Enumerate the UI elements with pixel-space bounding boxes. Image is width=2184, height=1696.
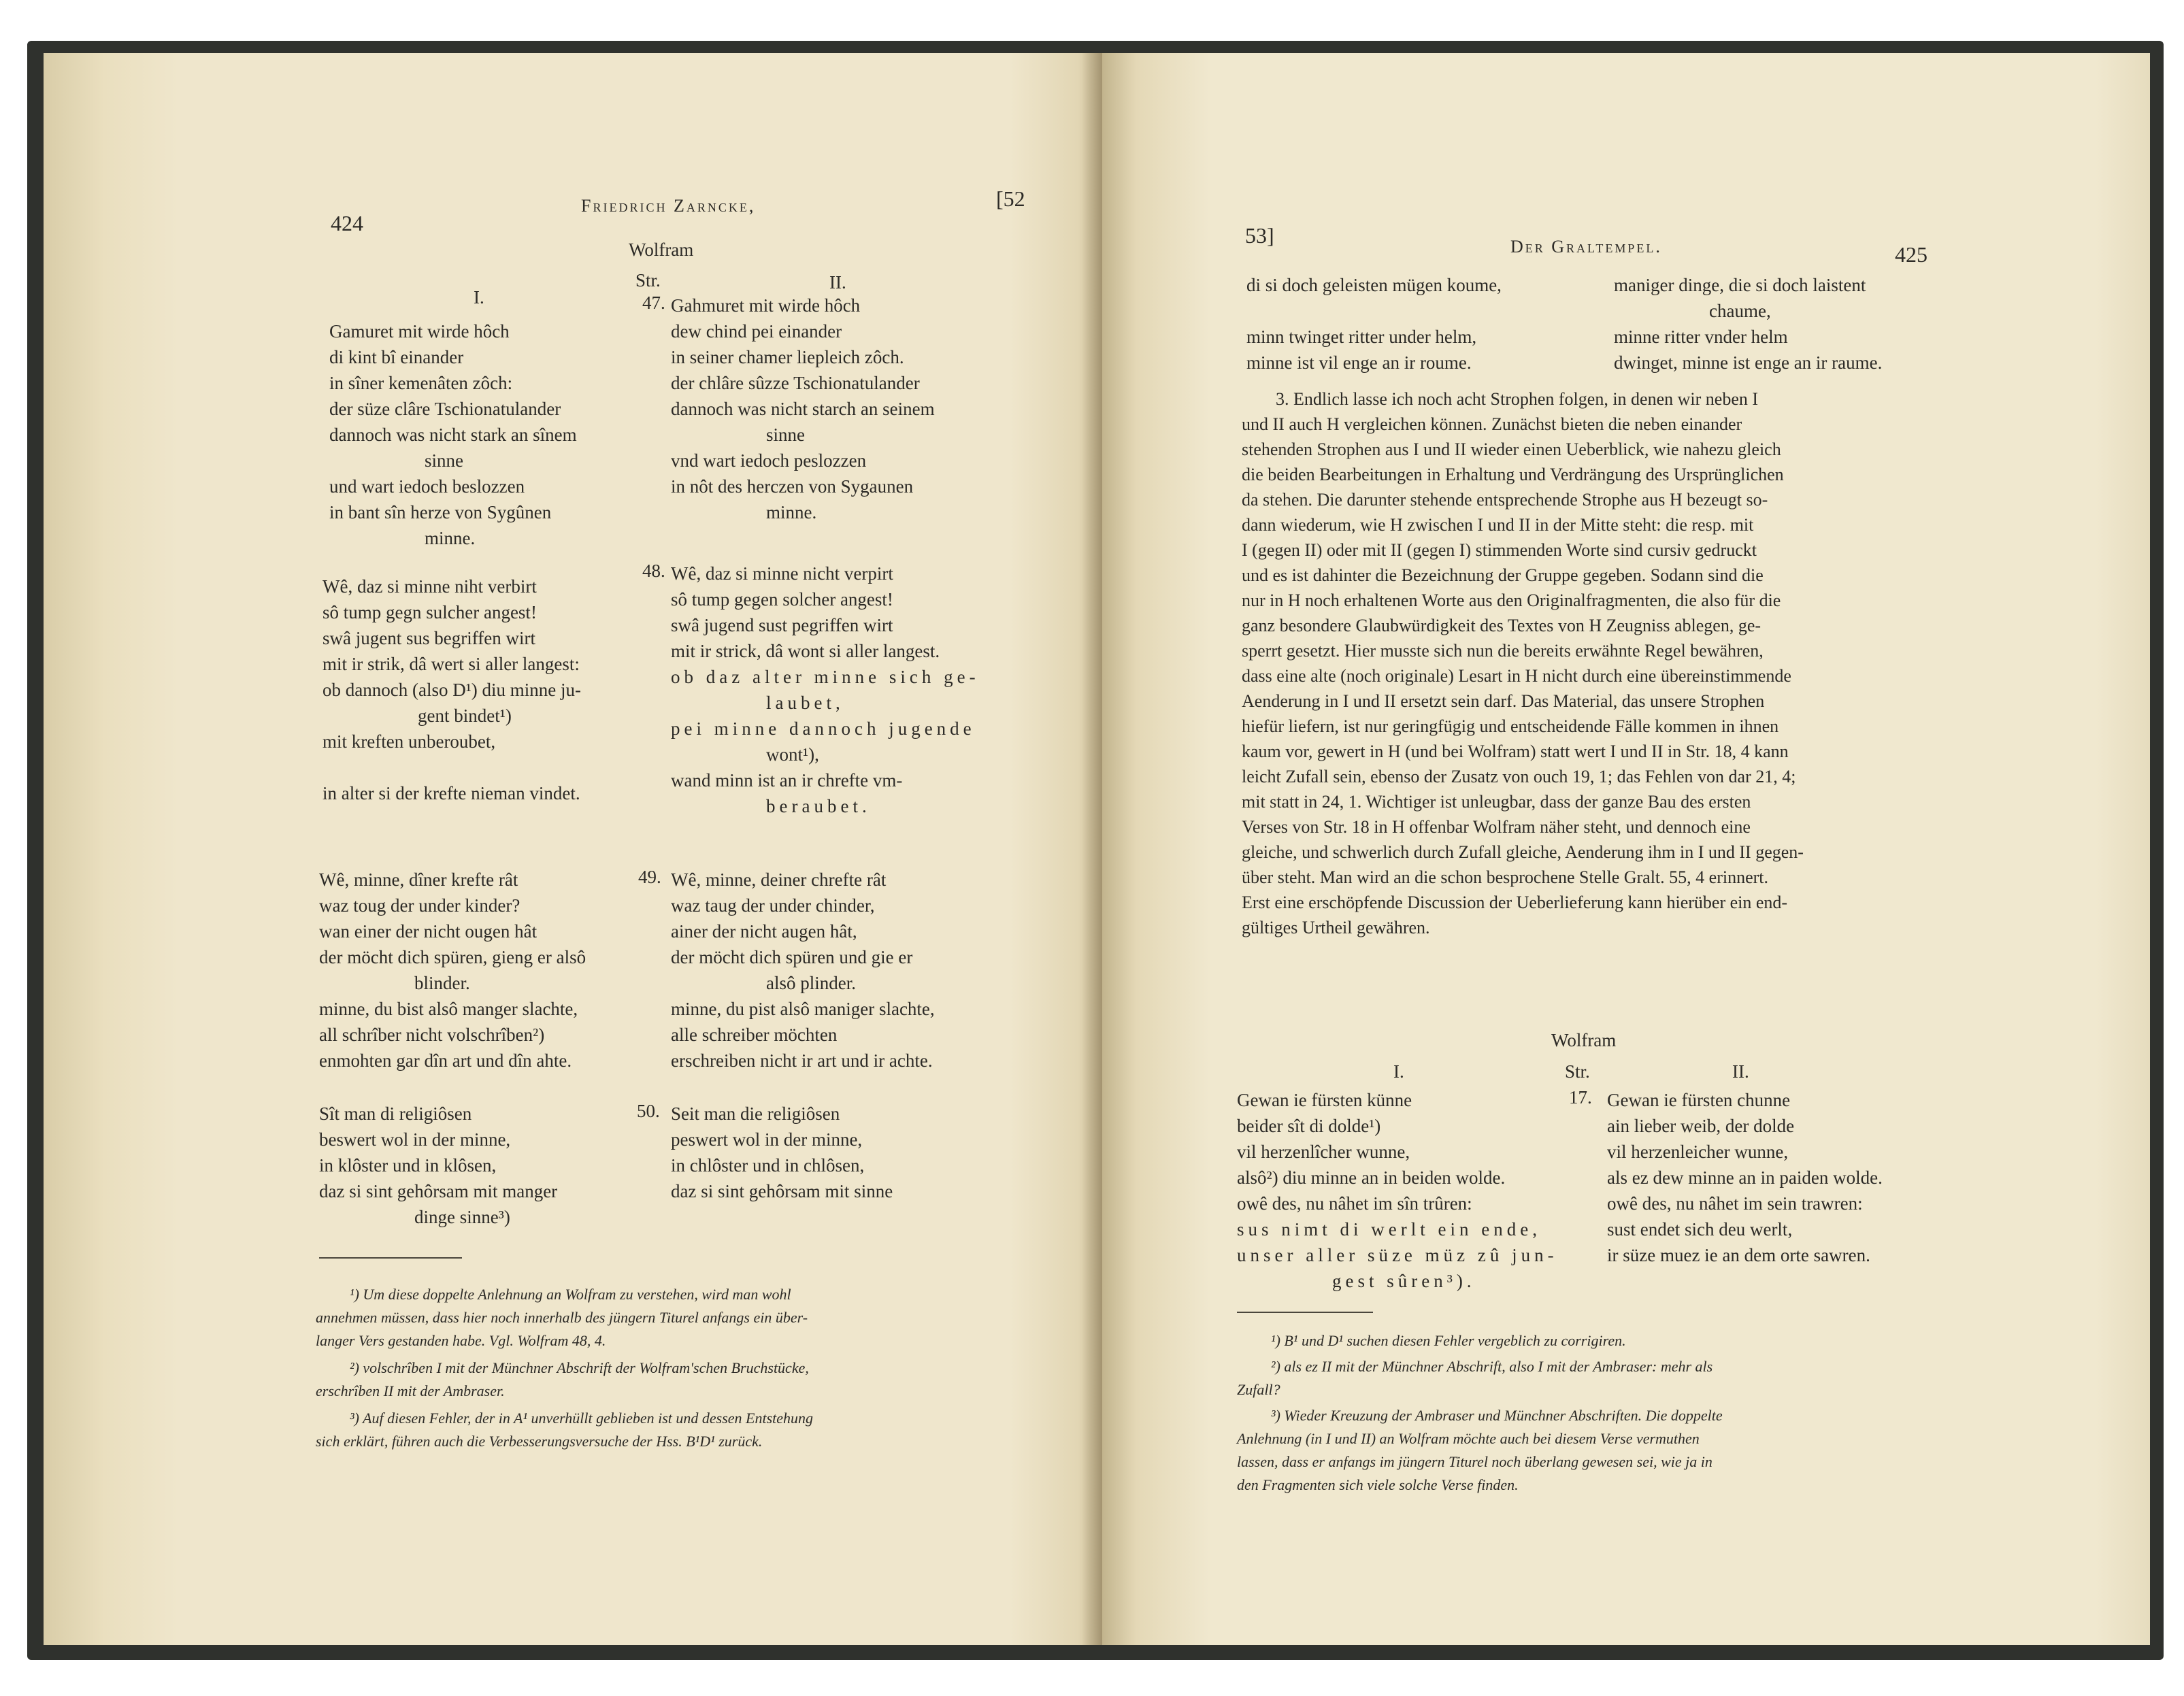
text-line: über steht. Man wird an die schon besprochene Stelle Gralt. 55, 4 erinnert. xyxy=(1242,867,1768,887)
verse-line: dew chind pei einander xyxy=(671,321,842,342)
verse-line: vnd wart iedoch peslozzen xyxy=(671,450,867,471)
verse-line: ob daz alter minne sich ge- xyxy=(671,667,980,687)
col-i-label: I. xyxy=(1393,1061,1404,1082)
verse-line: laubet, xyxy=(766,693,844,713)
stanza-48-ii xyxy=(671,561,980,819)
footnote-line: erschrîben II mit der Ambraser. xyxy=(316,1382,505,1399)
col-ii-label: II. xyxy=(1732,1061,1749,1082)
verse-line: sô tump gegn sulcher angest! xyxy=(322,602,537,622)
footnote-line: ¹) Um diese doppelte Anlehnung an Wolfram zu verstehen, wird man wohl xyxy=(350,1286,791,1303)
stanza-49-i xyxy=(319,867,586,1074)
verse-line: als ez dew minne an in paiden wolde. xyxy=(1607,1167,1883,1188)
verse-line: beswert wol in der minne, xyxy=(319,1129,511,1150)
verse-line: di kint bî einander xyxy=(329,347,464,367)
stanza-17-i xyxy=(1237,1087,1558,1294)
page-number: 425 xyxy=(1895,242,1927,267)
verse-line: gest sûren³). xyxy=(1332,1271,1476,1291)
verse-line: ob dannoch (also D¹) diu minne ju- xyxy=(322,680,582,700)
stanza-48-i xyxy=(322,573,581,806)
text-line: nur in H noch erhaltenen Worte aus den Originalfragmenten, die also für die xyxy=(1242,591,1781,610)
verse-line: gent bindet¹) xyxy=(418,705,512,726)
text-line: ganz besondere Glaubwürdigkeit des Textes von H Zeugniss ablegen, ge- xyxy=(1242,616,1761,635)
footnote-line: ²) volschrîben I mit der Münchner Abschrift der Wolfram'schen Bruchstücke, xyxy=(350,1359,809,1376)
stanza-continuation-i xyxy=(1246,272,1502,376)
verse-line: sus nimt di werlt ein ende, xyxy=(1237,1219,1541,1240)
text-line: dass eine alte (noch originale) Lesart in H nicht durch eine übereinstimmende xyxy=(1242,666,1791,686)
verse-line: in sîner kemenâten zôch: xyxy=(329,373,513,393)
verse-line: all schrîber nicht volschrîben²) xyxy=(319,1025,545,1045)
text-line: gültiges Urtheil gewähren. xyxy=(1242,918,1430,937)
verse-line: wont¹), xyxy=(766,744,819,765)
verse-line: Seit man die religiôsen xyxy=(671,1103,840,1124)
text-line: sperrt gesetzt. Hier musste sich nun die bereits erwähnte Regel bewähren, xyxy=(1242,641,1764,661)
stanza-number: 47. xyxy=(642,293,665,313)
text-line: I (gegen II) oder mit II (gegen I) stimmenden Worte sind cursiv gedruckt xyxy=(1242,540,1757,560)
text-line: die beiden Bearbeitungen in Erhaltung und Verdrängung des Ursprünglichen xyxy=(1242,465,1784,484)
verse-line: alsô²) diu minne an in beiden wolde. xyxy=(1237,1167,1506,1188)
verse-line: Wê, daz si minne nicht verpirt xyxy=(671,563,893,584)
verse-line xyxy=(322,754,581,780)
verse-line: mit ir strick, dâ wont si aller langest. xyxy=(671,641,940,661)
stanza-50-i xyxy=(319,1101,557,1230)
verse-line: waz taug der under chinder, xyxy=(671,895,875,916)
footnote-line: annehmen müssen, dass hier noch innerhalb des jüngern Titurel anfangs ein über- xyxy=(316,1309,808,1326)
footnote-rule xyxy=(1237,1312,1373,1313)
verse-line: pei minne dannoch jugende xyxy=(671,718,976,739)
stanza-number: 48. xyxy=(642,561,665,581)
footnote-line: lassen, dass er anfangs im jüngern Titurel noch überlang gewesen sei, wie ja in xyxy=(1237,1453,1713,1470)
col-i-label: I. xyxy=(474,287,484,307)
text-line: hiefür liefern, ist nur geringfügig und entscheidende Fälle kommen in ihnen xyxy=(1242,716,1779,736)
footnote xyxy=(1237,1329,1626,1352)
verse-line: daz si sint gehôrsam mit manger xyxy=(319,1181,558,1201)
verse-line: beider sît di dolde¹) xyxy=(1237,1116,1381,1136)
left-page xyxy=(44,53,1102,1645)
text-line: kaum vor, gewert in H (und bei Wolfram) statt wert I und II in Str. 18, 4 kann xyxy=(1242,742,1789,761)
verse-line: minne ritter vnder helm xyxy=(1614,327,1788,347)
verse-line: Wê, minne, deiner chrefte rât xyxy=(671,869,887,890)
verse-line: der süze clâre Tschionatulander xyxy=(329,399,561,419)
verse-line: alle schreiber möchten xyxy=(671,1025,838,1045)
verse-line: minne, du pist alsô maniger slachte, xyxy=(671,999,935,1019)
text-line: und es ist dahinter die Bezeichnung der Gruppe gegeben. Sodann sind die xyxy=(1242,565,1764,585)
footnote xyxy=(316,1407,813,1453)
verse-line: alsô plinder. xyxy=(766,973,856,993)
verse-line: daz si sint gehôrsam mit sinne xyxy=(671,1181,893,1201)
verse-line: in nôt des herczen von Sygaunen xyxy=(671,476,914,497)
verse-line: sô tump gegen solcher angest! xyxy=(671,589,893,610)
footnote xyxy=(316,1283,808,1352)
verse-line: Wê, minne, dîner krefte rât xyxy=(319,869,518,890)
verse-line: dannoch was nicht starch an seinem xyxy=(671,399,935,419)
verse-line: Gewan ie fürsten chunne xyxy=(1607,1090,1791,1110)
running-head: Friedrich Zarncke, xyxy=(581,196,756,216)
footnote-line: ³) Wieder Kreuzung der Ambraser und Münchner Abschriften. Die doppelte xyxy=(1271,1407,1723,1424)
page-number: 424 xyxy=(331,211,363,235)
verse-line: sinne xyxy=(766,425,805,445)
bracket-number: 53] xyxy=(1245,223,1274,248)
col-ii-label: II. xyxy=(829,272,846,293)
verse-line: dwinget, minne ist enge an ir raume. xyxy=(1614,352,1883,373)
verse-line: owê des, nu nâhet im sîn trûren: xyxy=(1237,1193,1472,1214)
verse-line: sust endet sich deu werlt, xyxy=(1607,1219,1793,1240)
str-label: Str. xyxy=(635,270,661,290)
text-line: Verses von Str. 18 in H offenbar Wolfram näher steht, und dennoch eine xyxy=(1242,817,1751,837)
verse-line: Gewan ie fürsten künne xyxy=(1237,1090,1412,1110)
verse-line: minne. xyxy=(425,528,476,548)
verse-line: blinder. xyxy=(414,973,470,993)
section-title: Wolfram xyxy=(629,239,694,260)
verse-line: beraubet. xyxy=(766,796,871,816)
verse-line: owê des, nu nâhet im sein trawren: xyxy=(1607,1193,1863,1214)
footnote-line: Anlehnung (in I und II) an Wolfram möchte auch bei diesem Verse vermuthen xyxy=(1237,1430,1700,1447)
text-line: 3. Endlich lasse ich noch acht Strophen folgen, in denen wir neben I xyxy=(1276,389,1759,409)
verse-line: ir süze muez ie an dem orte sawren. xyxy=(1607,1245,1870,1265)
verse-line: in seiner chamer liepleich zôch. xyxy=(671,347,904,367)
text-line: und II auch H vergleichen können. Zunächst bieten die neben einander xyxy=(1242,414,1742,434)
text-line: gleiche, und schwerlich durch Zufall gleiche, Aenderung ihm in I und II gegen- xyxy=(1242,842,1804,862)
verse-line: in chlôster und in chlôsen, xyxy=(671,1155,865,1176)
footnote-line: sich erklärt, führen auch die Verbesserungsversuche der Hss. B¹D¹ zurück. xyxy=(316,1433,763,1450)
verse-line: sinne xyxy=(425,450,463,471)
verse-line: maniger dinge, die si doch laistent xyxy=(1614,275,1866,295)
verse-line: mit kreften unberoubet, xyxy=(322,731,496,752)
footnote-line: Zufall? xyxy=(1237,1381,1280,1398)
verse-line: di si doch geleisten mügen koume, xyxy=(1246,275,1502,295)
text-line: dann wiederum, wie H zwischen I und II in der Mitte steht: die resp. mit xyxy=(1242,515,1754,535)
stanza-47-ii xyxy=(671,293,935,525)
verse-line: der möcht dich spüren, gieng er alsô xyxy=(319,947,586,967)
verse-line: ain lieber weib, der dolde xyxy=(1607,1116,1795,1136)
text-line: stehenden Strophen aus I und II wieder einen Ueberblick, wie nahezu gleich xyxy=(1242,439,1781,459)
verse-line: in bant sîn herze von Sygûnen xyxy=(329,502,552,522)
footnote-line: langer Vers gestanden habe. Vgl. Wolfram 48, 4. xyxy=(316,1332,606,1349)
verse-line: enmohten gar dîn art und dîn ahte. xyxy=(319,1050,572,1071)
body-paragraph xyxy=(1242,386,1922,940)
footnote-line: ²) als ez II mit der Münchner Abschrift, also I mit der Ambraser: mehr als xyxy=(1271,1358,1713,1375)
footnote xyxy=(316,1357,809,1403)
verse-line: minne. xyxy=(766,502,817,522)
verse-line: der chlâre sûzze Tschionatulander xyxy=(671,373,920,393)
footnote xyxy=(1237,1355,1713,1401)
verse-line: minne ist vil enge an ir roume. xyxy=(1246,352,1472,373)
str-label: Str. xyxy=(1565,1061,1590,1082)
stanza-50-ii xyxy=(671,1101,893,1204)
verse-line: minne, du bist alsô manger slachte, xyxy=(319,999,578,1019)
section-title: Wolfram xyxy=(1551,1030,1617,1050)
verse-line: minn twinget ritter under helm, xyxy=(1246,327,1477,347)
right-page xyxy=(1102,53,2150,1645)
verse-line: swâ jugent sus begriffen wirt xyxy=(322,628,535,648)
running-head: Der Graltempel. xyxy=(1510,237,1662,256)
verse-line: in alter si der krefte nieman vindet. xyxy=(322,783,580,803)
bracket-number: [52 xyxy=(996,186,1025,211)
stanza-number: 49. xyxy=(638,867,661,887)
verse-line: Gamuret mit wirde hôch xyxy=(329,321,510,342)
stanza-49-ii xyxy=(671,867,935,1074)
text-line: leicht Zufall sein, ebenso der Zusatz von ouch 19, 1; das Fehlen von dar 21, 4; xyxy=(1242,767,1796,786)
verse-line: swâ jugend sust pegriffen wirt xyxy=(671,615,893,635)
verse-line: Wê, daz si minne niht verbirt xyxy=(322,576,537,597)
stanza-number: 17. xyxy=(1569,1087,1592,1108)
verse-line: mit ir strik, dâ wert si aller langest: xyxy=(322,654,580,674)
verse-line: vil herzenleicher wunne, xyxy=(1607,1142,1789,1162)
footnote-line: ¹) B¹ und D¹ suchen diesen Fehler vergeblich zu corrigiren. xyxy=(1271,1332,1626,1349)
verse-line: in klôster und in klôsen, xyxy=(319,1155,497,1176)
verse-line: chaume, xyxy=(1709,301,1771,321)
verse-line xyxy=(1246,298,1502,324)
verse-line: unser aller süze müz zû jun- xyxy=(1237,1245,1558,1265)
text-line: Aenderung in I und II ersetzt sein darf. Das Material, das unsere Strophen xyxy=(1242,691,1765,711)
footnote xyxy=(1237,1404,1723,1497)
footnote-line: ³) Auf diesen Fehler, der in A¹ unverhüllt geblieben ist und dessen Entstehung xyxy=(350,1410,814,1427)
footnote-rule xyxy=(319,1257,462,1259)
verse-line: vil herzenlîcher wunne, xyxy=(1237,1142,1410,1162)
stanza-number: 50. xyxy=(637,1101,660,1121)
footnote-line: den Fragmenten sich viele solche Verse finden. xyxy=(1237,1476,1519,1493)
text-line: mit statt in 24, 1. Wichtiger ist unleugbar, dass der ganze Bau des ersten xyxy=(1242,792,1751,812)
verse-line: und wart iedoch beslozzen xyxy=(329,476,525,497)
text-line: da stehen. Die darunter stehende entsprechende Strophe aus H bezeugt so- xyxy=(1242,490,1768,510)
verse-line: erschreiben nicht ir art und ir achte. xyxy=(671,1050,933,1071)
verse-line: peswert wol in der minne, xyxy=(671,1129,863,1150)
verse-line: Gahmuret mit wirde hôch xyxy=(671,295,861,316)
stanza-17-ii xyxy=(1607,1087,1883,1268)
verse-line: der möcht dich spüren und gie er xyxy=(671,947,913,967)
stanza-continuation-ii xyxy=(1614,272,1882,376)
verse-line: dannoch was nicht stark an sînem xyxy=(329,425,577,445)
verse-line: wan einer der nicht ougen hât xyxy=(319,921,537,942)
verse-line: wand minn ist an ir chrefte vm- xyxy=(671,770,903,791)
text-line: Erst eine erschöpfende Discussion der Ueberlieferung kann hierüber ein end- xyxy=(1242,893,1788,912)
verse-line: ainer der nicht augen hât, xyxy=(671,921,857,942)
verse-line: waz toug der under kinder? xyxy=(319,895,520,916)
verse-line: dinge sinne³) xyxy=(414,1207,510,1227)
verse-line: Sît man di religiôsen xyxy=(319,1103,472,1124)
stanza-47-i xyxy=(329,318,577,551)
